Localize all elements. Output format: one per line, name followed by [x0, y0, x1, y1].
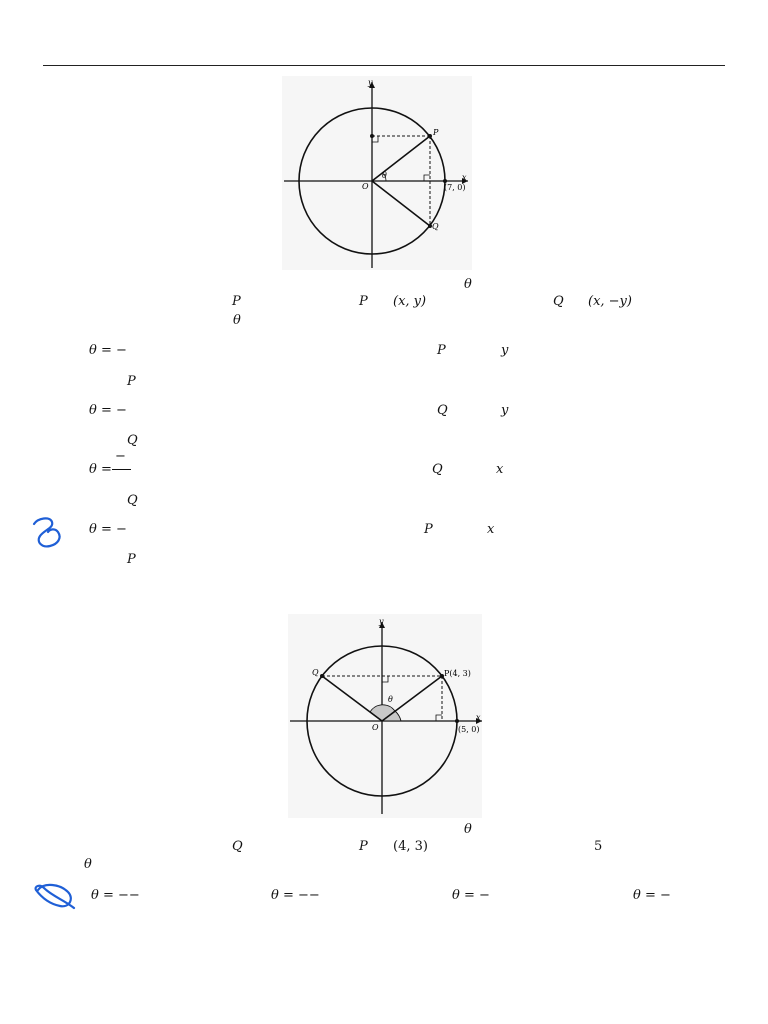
fig1-angle-label: θ: [382, 171, 387, 180]
q1-choice-b-formula[interactable]: θ = −: [89, 403, 127, 418]
fig2-origin-label: O: [372, 723, 379, 732]
fig1-point-p-label: P: [433, 128, 439, 137]
q1-q-label: Q: [553, 294, 564, 309]
q2-q-label: Q: [232, 839, 243, 854]
q1-choice-c-top: −: [115, 449, 126, 464]
q2-choice-c[interactable]: θ = −: [452, 888, 490, 903]
q1-choice-c-fraction-bar: [112, 469, 131, 470]
fig2-axis-x-label: x: [476, 713, 481, 722]
q1-choice-b-denom: Q: [127, 433, 138, 448]
q1-choice-d-denom: P: [127, 552, 136, 567]
q1-p-coords: (x, y): [393, 294, 427, 309]
q1-choice-b-coord: y: [501, 403, 509, 418]
q1-choice-c-denom: Q: [127, 493, 138, 508]
header-rule: [43, 65, 725, 66]
q2-choice-b[interactable]: θ = −−: [271, 888, 320, 903]
q2-radius: 5: [594, 839, 603, 854]
fig1-axis-x-label: x: [462, 173, 467, 182]
q1-choice-c-formula[interactable]: θ =: [89, 462, 112, 477]
q1-choice-d-point: P: [424, 522, 433, 537]
figure-1-unit-circle: [282, 76, 472, 270]
q2-handwritten-answer-mark: [30, 880, 80, 914]
fig2-point-q-label: Q: [312, 668, 319, 677]
q1-choice-d-formula[interactable]: θ = −: [89, 522, 127, 537]
fig2-axis-y-label: y: [379, 617, 384, 626]
q1-choice-b-point: Q: [437, 403, 448, 418]
q1-choice-a-denom: P: [127, 374, 136, 389]
fig2-angle-label: θ: [388, 695, 393, 704]
q1-choice-a-point: P: [437, 343, 446, 358]
q2-p-coords: (4, 3): [393, 839, 428, 854]
q1-handwritten-answer-mark: [28, 512, 68, 550]
fig1-origin-label: O: [362, 182, 369, 191]
fig2-point-p-label: P(4, 3): [444, 669, 471, 678]
q2-theta-ref-2: θ: [84, 857, 92, 872]
q1-theta-ref: θ: [464, 277, 472, 292]
fig1-point-q-label: Q: [432, 222, 439, 231]
q1-choice-c-point: Q: [432, 462, 443, 477]
q1-p-label-2: P: [359, 294, 368, 309]
q2-p-label: P: [359, 839, 368, 854]
fig1-axis-y-label: y: [368, 78, 373, 87]
q2-choice-d[interactable]: θ = −: [633, 888, 671, 903]
q1-p-label: P: [232, 294, 241, 309]
fig1-point-x-label: (7, 0): [444, 183, 466, 192]
q2-choice-a[interactable]: θ = −−: [91, 888, 140, 903]
q1-q-coords: (x, −y): [588, 294, 632, 309]
q1-theta-ref-2: θ: [233, 313, 241, 328]
q2-theta-ref: θ: [464, 822, 472, 837]
q1-choice-a-formula[interactable]: θ = −: [89, 343, 127, 358]
q1-choice-a-coord: y: [501, 343, 509, 358]
fig2-point-x-label: (5, 0): [458, 725, 480, 734]
figure-2-unit-circle: [288, 614, 482, 818]
q1-choice-d-coord: x: [487, 522, 495, 537]
q1-choice-c-coord: x: [496, 462, 504, 477]
